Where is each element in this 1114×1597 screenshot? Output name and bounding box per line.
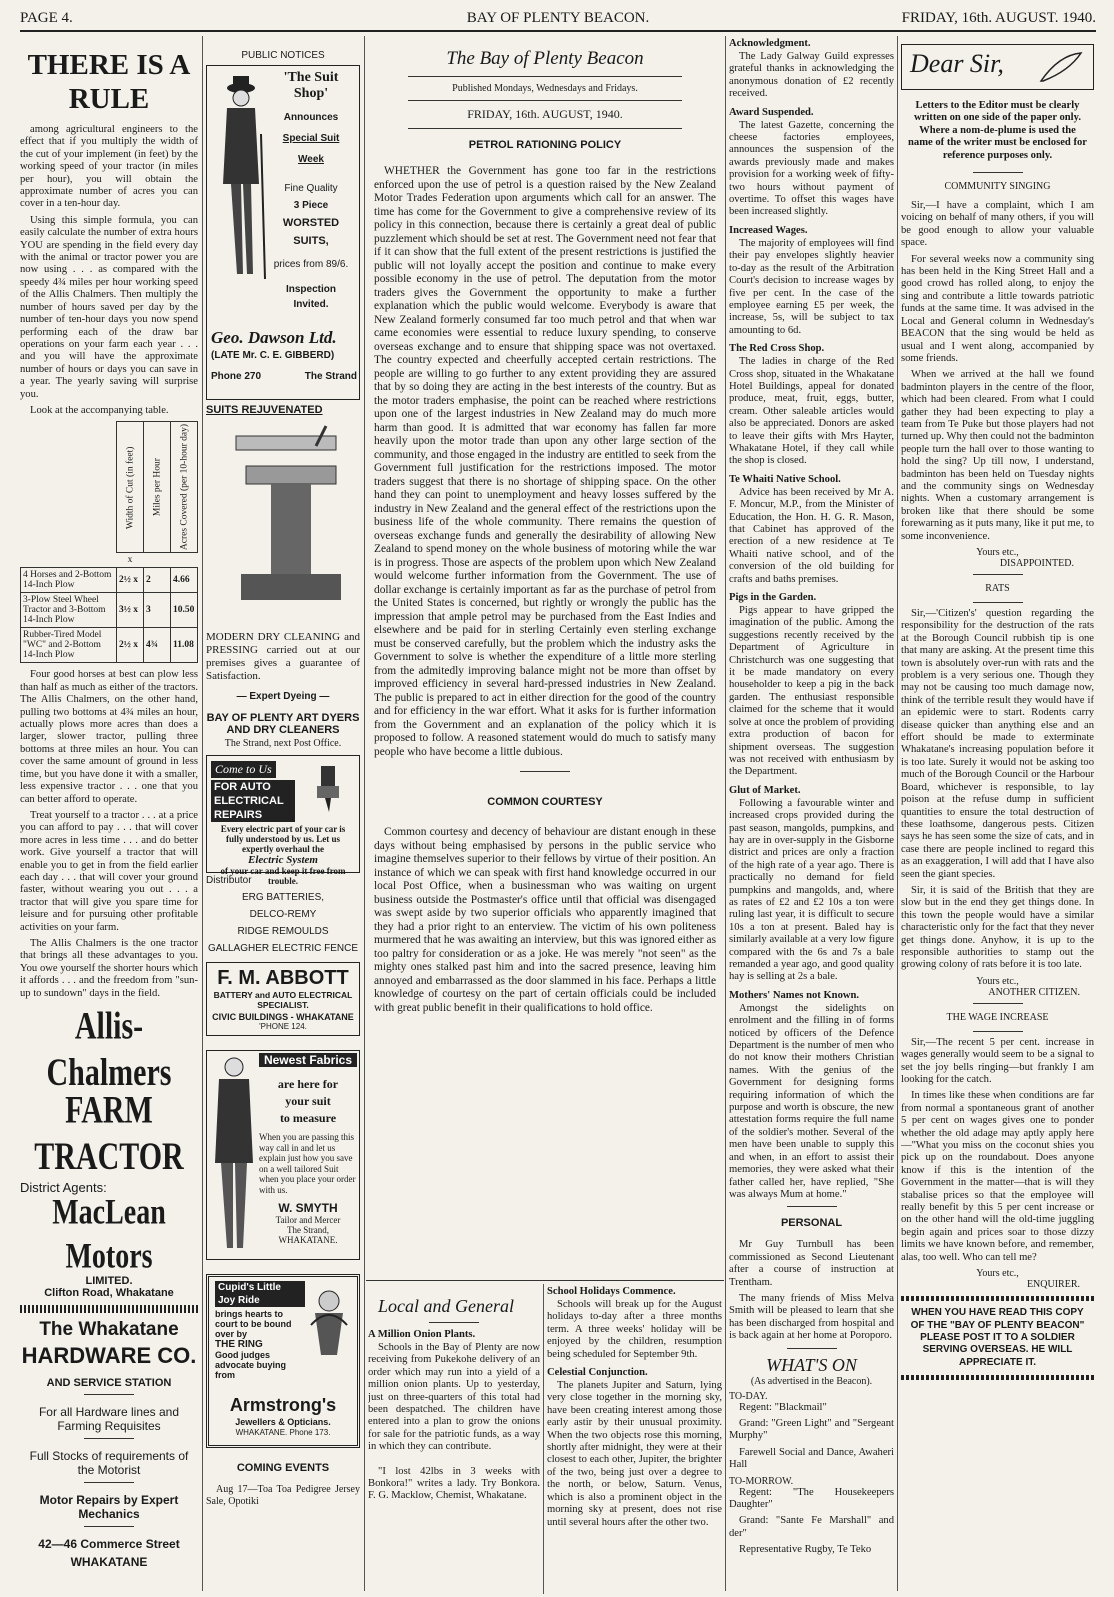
cell-width: 3½ x	[117, 593, 144, 628]
invited-label: Invited.	[293, 299, 329, 310]
dawson-late: (LATE Mr. C. E. GIBBERD)	[211, 350, 335, 361]
worsted-label: WORSTED	[282, 217, 340, 229]
fine-quality-label: Fine Quality	[284, 183, 338, 194]
news-paragraph: Schools in the Bay of Plenty are now receiving from Pukekohe delivery of an order which may run into a yield of a million onion plants. Up to yesterday, just on three-quarters of this total had been despatched. The children have entered into a plan to grow the onions for sale for the patriotic funds, as a way in which they can contribute.	[368, 1342, 540, 1453]
dry-cleaning-text: MODERN DRY CLEANING and PRESSING carried out at our premises gives a guarantee of Satisfaction.	[206, 631, 360, 682]
electric-system-label: Electric System	[248, 854, 318, 866]
editorial-title: PETROL RATIONING POLICY	[468, 139, 622, 151]
whats-on-item: Representative Rugby, Te Teko	[739, 1544, 872, 1556]
article-paragraph: Using this simple formula, you can easily calculate the number of extra hours YOU are spending in the field every day with the animal or tractor power you are now using . . . as compared with the speedy 4¾ miles per hour working speed of the Allis Chalmers. Then multiply the number of hours saved per day by the number of ten-hour days you now spend performing each of the draw bar operations on your farm each year . . . and you will have the approximate number of hours or days you can save in a year. The yearly saving will surprise you.	[20, 214, 198, 400]
letter-signature: ENQUIRER.	[1026, 1279, 1080, 1291]
table-row	[21, 628, 198, 663]
cell-mph: 4¾	[144, 628, 171, 663]
hardware-line: Full Stocks of requirements of the Motorist	[29, 1449, 189, 1477]
three-piece-label: 3 Piece	[293, 200, 329, 211]
letter-paragraph: Sir, it is said of the British that they are slow but in the end they get things done. In this town the people would have a similar characteristic only for the fact that they never get things done. Anyhow, it is up to the responsible authorities to stamp out the growing colony of rats before it is too late.	[901, 884, 1094, 971]
whats-on-item: Grand: "Sante Fe Marshall" and der"	[729, 1515, 894, 1539]
decorative-border	[901, 1296, 1094, 1301]
news-paragraph: The ladies in charge of the Red Cross shop, situated in the Whakatane Hotel Buildings, appeal for donated produce, meat, fruit, eggs, butter, cream. Other saleable articles would also be appreciated. Donors are asked to leave their gifts with Mrs Hayter, Whakatane Hotel, if they call while the shop is closed.	[729, 356, 894, 467]
column-letters	[901, 36, 1094, 1591]
hardware-town: WHAKATANE	[70, 1555, 148, 1569]
prices-label: prices from 89/6.	[273, 259, 349, 270]
local-and-general-title: Local and General	[378, 1296, 514, 1316]
hardware-name-line1: The Whakatane	[39, 1319, 179, 1340]
news-paragraph: Pigs appear to have gripped the imagination of the public. Among the suggestions recently received by the Department of Agriculture in Christchurch was one suggesting that it be made mandatory on every householder to keep a pig in the back garden. The enthusiast responsible claimed for the scheme that it would solve at once the problem of providing extra production of bacon for shipment overseas. The suggestion was not received with enthusiasm by the Department.	[729, 605, 894, 778]
whats-on-tomorrow: TO-MORROW.	[729, 1475, 794, 1487]
editorial-section	[368, 36, 722, 1274]
spark-plug-icon	[303, 762, 353, 816]
cell-acres: 4.66	[171, 568, 198, 593]
come-to-us-label: Come to Us	[211, 761, 276, 778]
farm-tractor-title: FARM TRACTOR	[34, 1088, 184, 1179]
editorial-body: WHETHER the Government has gone too far in the restrictions enforced upon the use of petrol is a question raised by the New Zealand Motor Trades Federation upon arguments which call for an answer. The time has come for the Government to give a comprehensive review of its policy in this connection, because there is certainly a great deal of public puzzlement which should be set at rest. The Government need not fear that if it can show that the full extent of the present restrictions is justified the public will not loyally accept the position and continue to make every possible economy in the use of petrol. The deputation from the motor traders gives the Government the opportunity to make a further explanation which the public would welcome. Everybody is aware that New Zealand formerly consumed far too much petrol and that when war came economies were essential to reduce luxury spending, to conserve overseas exchange and to ensure that shipping space was not overtaxed. The country expected and cheerfully accepted certain restrictions. The people are willing to go further to any extent providing they are assured that by so doing they are acting in the best interests of the country. But as the motor traders emphasise, the point can be reached where restrictions upon one of the largest industries in New Zealand may do much more harm than good. It is admitted that war economy has fallen far more heavily upon the motor trade than upon any other large section of the community, and those engaged in the industry are entitled to seek from the Government full justification for the restrictions imposed. The motor traders suggest that there is no shortage of shipping space. On the other hand they can point to unemployment and heavy losses suffered by the industry in New Zealand and the general effect of the restrictions upon the business life of the whole community. There remains the question of overseas exchange funds and generally the desirability of allowing New Zealand to spend money on the whole business of motoring while the war is in progress. Those are aspects of the problem upon which New Zealand would welcome further information from the Government. The use of dollar exchange is certainly important as far as the purchase of petrol from the United States is concerned, but rightly or wrongly the public has the impression that ample petrol may be purchased from the East Indies and elsewhere and be paid for in sterling Certainly even sterling exchange must be conserved carefully, but the problem which the industry asks the Government to solve is whether the expenditure of a little more sterling from the admitedly improving balance might not be more than offset by improved efficiency in several hard-pressed industries in New Zealand. The public is prepared to act in either direction for the good of the country and for efficiency in the war effort. What it asks for is further information from the Government and an explanation of the policy which it is proposed to follow. A reasoned statement would do much to satisfy many people who have become a little dubious.	[374, 165, 716, 758]
news-paragraph: Advice has been received by Mr A. F. Moncur, M.P., from the Minister of Education, the Hon. H. G. R. Mason, that Cabinet has approved of the erection of a new residence at Te Whaiti native school, and of the conversion of the old building for crafts and baths premises.	[729, 486, 894, 585]
whats-on-item: Regent: "The Housekeepers Daughter"	[729, 1486, 894, 1510]
distributor-label: Distributor	[206, 875, 252, 886]
news-paragraph: The latest Gazette, concerning the cheese factories employees, announces the suspension of the awards previously made and makes provision for a working week of fifty-two hours without payment of overtime. To offset this wages have been increased slightly.	[729, 119, 894, 218]
masthead: The Bay of Plenty Beacon	[446, 48, 644, 69]
suit-shop-title: 'The Suit Shop'	[283, 70, 339, 101]
news-heading: Mothers' Names not Known.	[729, 989, 860, 1001]
letter-heading: THE WAGE INCREASE	[946, 1011, 1049, 1023]
newest-fabrics-ad	[206, 1050, 360, 1260]
editorial-body: Common courtesy and decency of behaviour are distant enough in these days without being emphasised by persons in the public service who imagine themselves superior to their fellows by virtue of their position. An instance of which we can speak with first hand knowledge occurred in our local Post Office, when a businessman who was waiting on urgent business outside the Postmaster's office until that official was disengaged was swept aside by two superior officials who apparently imagined that they had a prior right to an enterview. The victim of his own politeness murmered that he was awaiting an interview, but this was ignored either as too paltry for consideration or as a joke. He was merely "not seen" as the mighty ones stalked past him and into the sacred presence, leaving him annoyed and embarrassed as the door slammed in his face. Perhaps a little knowledge of courtesy on the part of certain officials could be included with great public benefit in their qualifications to hold office.	[374, 826, 716, 1014]
cupid-text: brings hearts to court to be bound over by	[215, 1309, 292, 1339]
column-rule	[543, 1284, 544, 1594]
news-heading: Celestial Conjunction.	[547, 1367, 648, 1379]
hardware-address: 42—46 Commerce Street	[38, 1537, 180, 1551]
editorial-date: FRIDAY, 16th. AUGUST, 1940.	[467, 107, 623, 121]
abbott-specialist: BATTERY and AUTO ELECTRICAL SPECIALIST.	[213, 990, 353, 1010]
row-label: 3-Plow Steel Wheel Tractor and 3-Bottom 14-Inch Plow	[21, 593, 117, 628]
article-paragraph: Four good horses at best can plow less than half as much as either of the tractors. The Allis Chalmers, on the other hand, pulling two bottoms at 4¾ miles an hour, actually plows more acres than does a larger, slower tractor, pulling three bottoms at three miles an hour. You can cover the same amount of ground in less time, but you have done it with a smaller, less expensive tractor . . . one that you can better afford to operate.	[20, 669, 198, 805]
erg-batteries-label: ERG BATTERIES,	[241, 892, 325, 903]
allis-chalmers-brand: Allis-Chalmers	[46, 1004, 172, 1095]
whats-on-heading: WHAT'S ON	[766, 1354, 857, 1375]
column-rule	[725, 36, 726, 1591]
dawson-phone: Phone 270	[211, 371, 262, 382]
letter-paragraph: In times like these when conditions are far from normal a spontaneous grant of another 5 per cent on wages gives one to ponder whether the old adage may aptly apply here—"What you miss on the coconut shies you pick up on the roundabout. Does anyone know if this is the intention of the Government in the matter—that is will they stabalise prices so that the employee will really benefit by this 5 per cent increase or on the other hand will the old-time juggling begin again and prices soar to those dizzy limits we have known before, and remember, alas, too well. Who can tell me?	[901, 1090, 1094, 1263]
news-heading: Te Whaiti Native School.	[729, 473, 841, 485]
local-and-general-col-b	[547, 1286, 722, 1592]
hardware-service-station: AND SERVICE STATION	[46, 1377, 172, 1389]
newest-fabrics-text: When you are passing this way call in and let us explain just how you save on a well tailored Suit when you place your order with us.	[259, 1132, 356, 1195]
issue-date: FRIDAY, 16th. AUGUST. 1940.	[901, 10, 1096, 26]
for-auto-label: FOR AUTO	[211, 780, 295, 794]
electric-system-text: of your car and keep it free from trouble.	[220, 866, 346, 886]
cell-acres: 11.08	[171, 628, 198, 663]
hardware-name-line2: HARDWARE CO.	[21, 1343, 197, 1368]
repairs-label: REPAIRS	[211, 808, 295, 822]
dealer-limited: LIMITED.	[85, 1275, 133, 1287]
week-label: Week	[298, 154, 324, 165]
news-paragraph: The many friends of Miss Melva Smith will be pleased to learn that she has been discharged from hospital and is back again at her home at Poroporo.	[729, 1292, 894, 1342]
quill-icon	[1039, 51, 1083, 83]
page-header	[20, 8, 1096, 32]
abbott-ad	[206, 962, 360, 1036]
local-and-general-col-a	[368, 1286, 540, 1592]
letter-paragraph: For several weeks now a community sing has been held in the King Street Hall and a good crowd has rolled along, to enjoy the sing and contribute a little towards patriotic funds at the same time. It was advised in the Local and General column in Wednesday's BEACON that the sing would be held as usual and I went along, accompanied by some friends.	[901, 253, 1094, 364]
armstrongs-phone: WHAKATANE. Phone 173.	[235, 1428, 331, 1437]
smyth-name: W. SMYTH	[278, 1201, 338, 1215]
suits-rejuvenated-heading: SUITS REJUVENATED	[206, 404, 323, 416]
news-heading: Increased Wages.	[729, 224, 808, 236]
x-mark: x	[127, 555, 133, 566]
news-paragraph: The majority of employees will find their pay envelopes slightly heavier to-day as the result of the Arbitration Court's decision to increase wages by five per cent. In the case of the employee earning £5 per week, the increase, 5s, will be subject to tax amounting to 6d.	[729, 237, 894, 336]
page-number: PAGE 4.	[20, 10, 73, 26]
special-suit-label: Special Suit	[282, 133, 340, 144]
good-judges-text: Good judges advocate buying from	[215, 1350, 287, 1380]
smyth-trade: Tailor and Mercer	[275, 1215, 341, 1225]
dawson-name: Geo. Dawson Ltd.	[211, 328, 337, 347]
armstrongs-ad	[206, 1274, 360, 1448]
letter-paragraph: Sir,—'Citizen's' question regarding the responsibility for the destruction of the rats at the Borough Council rubbish tip is one that many are asking. At the present time this town is absolutely over-run with rats and the problem is a very serious one. Though they may not be causing too much damage now, think of the terrible result they would have if an epidemic were to start. Rodents carry disease quicker than anything else and an effort should be made to exterminate Whakatane's increasing population before it is too late. Surely it would not be asking too much of the Borough Council or the Harbour Board, whichever is responsible, to lay poison at the refuse dump in sufficient quantities to ensure the total destruction of these loathsome, dangerous pests. Citizen says he has seen some the size of cats, and in case there are people inclined to regard this as an exaggeration, I will add that I have also seen the giant species.	[901, 608, 1094, 880]
column-rule	[364, 36, 365, 1591]
dear-sir-title: Dear Sir,	[910, 49, 1004, 78]
smyth-street: The Strand,	[287, 1225, 329, 1235]
are-here-label: are here for	[277, 1077, 339, 1091]
whats-on-item: Farewell Social and Dance, Awaheri Hall	[729, 1446, 894, 1471]
ridge-remoulds-label: RIDGE REMOULDS	[237, 926, 329, 937]
published-days: Published Mondays, Wednesdays and Fridays.	[452, 83, 638, 94]
district-agents-label: District Agents:	[20, 1180, 107, 1195]
dealer-address: Clifton Road, Whakatane	[44, 1287, 174, 1299]
headline-there-is-a-rule: THERE IS A RULE	[27, 49, 191, 115]
decorative-border	[20, 1305, 198, 1313]
news-paragraph: Following a favourable winter and increased crops provided during the past season, mangolds, pumpkins, and hay are in over-supply in the Gisborne district and prices are only a fraction of the high rate of a year ago. There is practically no demand for field pumpkins and mangolds, and, where as rates of £2 and £2 10s a ton were ruling last year, it is difficult to secure 10s a ton at present. Baled hay is similarly available at a very low figure compared with the 6s and 7s a bale remanded a year ago, and good quality hay is selling at 2s a bale.	[729, 797, 894, 983]
column-news-briefs	[729, 36, 894, 1591]
electrical-label: ELECTRICAL	[211, 794, 295, 808]
article-paragraph: among agricultural engineers to the effect that if you multiply the width of the cut of your implement (in feet) by the working speed of your tractor (in miles per hour), you will obtain the approximate number of acres you can cover in a ten-hour day.	[20, 124, 198, 210]
section-divider	[366, 1280, 724, 1281]
news-paragraph: The Lady Galway Guild expresses grateful thanks in acknowledging the anonymous donation of £2 recently received.	[729, 51, 894, 100]
letter-signature: DISAPPOINTED.	[999, 558, 1074, 569]
auto-electrical-text: Every electric part of your car is fully understood by us. Let us expertly overhaul the	[220, 824, 346, 854]
article-paragraph: The Allis Chalmers is the one tractor that brings all these advantages to you. You owe yourself the shorter hours which it affords . . . and the freedom from "sun-up to sundown" days in the field.	[20, 937, 198, 999]
public-notices-heading: PUBLIC NOTICES	[241, 50, 325, 61]
announces-label: Announces	[283, 112, 339, 123]
armstrongs-name: Armstrong's	[229, 1395, 337, 1415]
letter-signoff: Yours etc.,	[976, 975, 1019, 987]
news-heading: Award Suspended.	[729, 106, 814, 118]
letters-rules: Letters to the Editor must be clearly written on one side of the paper only. Where a nom-de-plume is used the name of the writer must be enclosed for reference purposes only.	[908, 100, 1087, 161]
column-public-notices	[206, 36, 360, 1591]
news-heading: Acknowledgment.	[729, 38, 811, 49]
cell-mph: 2	[144, 568, 171, 593]
news-heading: Glut of Market.	[729, 784, 801, 796]
row-label: Rubber-Tired Model "WC" and 2-Bottom 14-Inch Plow	[21, 628, 117, 663]
hardware-line: Motor Repairs by Expert Mechanics	[39, 1493, 179, 1521]
letter-signoff: Yours etc.,	[976, 1268, 1019, 1280]
smyth-town: WHAKATANE.	[278, 1235, 338, 1245]
letter-signature: ANOTHER CITIZEN.	[988, 986, 1080, 998]
inspection-label: Inspection	[285, 284, 336, 295]
article-paragraph: Look at the accompanying table.	[30, 404, 169, 416]
delco-remy-label: DELCO-REMY	[249, 909, 317, 920]
cell-width: 2½ x	[117, 568, 144, 593]
news-paragraph: Amongst the sidelights on enrolment and the filling in of forms noticed by officers of the Defence Department is the number of men who do not know their mothers Christian names. With the genius of the Government for designing forms requiring information of which the purpose and worth is obscure, the new attestation forms require the full name of the soldier's mother. Several of the men have been unable to supply this and when, in an effort to assist their memories, they were asked what their father called her, have replied, "She was always Mum at home."	[729, 1002, 894, 1200]
column-rule	[202, 36, 203, 1591]
article-paragraph: Treat yourself to a tractor . . . at a price you can afford to pay . . . that will cover more acres in less time . . . and do better work. Give yourself a tractor that will enable you to get in from the field earlier each day . . . that will cover your ground faster, without wearing you out . . . a tractor that will give you spare time for leisure and for pursuing other profitable activities on your farm.	[20, 809, 198, 933]
whats-on-today: TO-DAY.	[729, 1390, 768, 1402]
joy-ride-title: Joy Ride	[215, 1294, 305, 1307]
cupid-icon	[307, 1285, 351, 1375]
news-paragraph: The planets Jupiter and Saturn, lying very close together in the morning sky, have been creating interest among those early astir by their unusual proximity. When the two objects rose this morning, shortly after midnight, they were at their closest to each other, Jupiter, the brighter of the two, being just over a degree to the north, or below, Saturn. Venus, which is also a prominent object in the morning sky at present, does not rise until several hours after the other two.	[547, 1380, 722, 1528]
news-paragraph: Schools will break up for the August holidays to-day after a three months term. A three weeks' holiday will be enjoyed by the children, resumption being scheduled for September 9th.	[547, 1299, 722, 1360]
table-header: Miles per Hour	[144, 422, 171, 553]
abbott-name: F. M. ABBOTT	[217, 967, 349, 989]
dawson-strand: The Strand	[304, 371, 357, 382]
column-tractor-ad	[20, 36, 198, 1591]
soldier-notice: WHEN YOU HAVE READ THIS COPY OF THE "BAY OF PLENTY BEACON" PLEASE POST IT TO A SOLDIER SERVING OVERSEAS. HE WILL APPRECIATE IT.	[910, 1307, 1085, 1368]
row-label: 4 Horses and 2-Bottom 14-Inch Plow	[21, 568, 117, 593]
news-heading: A Million Onion Plants.	[368, 1329, 476, 1340]
letter-heading: RATS	[985, 583, 1010, 594]
cupids-title: Cupid's Little	[215, 1281, 305, 1294]
table-header: Width of Cut (in feet)	[117, 422, 144, 553]
art-dyers-name: BAY OF PLENTY ART DYERS AND DRY CLEANERS	[206, 712, 360, 736]
art-dyers-address: The Strand, next Post Office.	[224, 738, 342, 749]
whats-on-item: Grand: "Green Light" and "Sergeant Murphy"	[729, 1417, 894, 1442]
suits-label: SUITS,	[293, 235, 329, 247]
cell-width: 2½ x	[117, 628, 144, 663]
news-paragraph: Mr Guy Turnbull has been commissioned as Second Lieutenant after a course of instruction at Trentham.	[729, 1239, 894, 1288]
letter-paragraph: Sir,—I have a complaint, which I am voicing on behalf of many others, if you will be good enough to allow your valuable space.	[901, 200, 1094, 249]
letter-signoff: Yours etc.,	[976, 547, 1019, 558]
cell-acres: 10.50	[171, 593, 198, 628]
letter-paragraph: Sir,—The recent 5 per cent. increase in wages generally would seem to be a signal to set the joy bells ringing—but frankly I am looking for the catch.	[901, 1036, 1094, 1085]
expert-dyeing-label: — Expert Dyeing —	[236, 691, 330, 702]
news-heading: The Red Cross Shop.	[729, 343, 825, 355]
editorial-title: COMMON COURTESY	[487, 796, 603, 808]
whats-on-subtitle: (As advertised in the Beacon).	[750, 1375, 873, 1387]
to-measure-label: to measure	[279, 1111, 337, 1125]
your-suit-label: your suit	[285, 1094, 331, 1108]
gallagher-fence-label: GALLAGHER ELECTRIC FENCE	[207, 943, 359, 954]
decorative-border	[901, 1375, 1094, 1380]
cell-mph: 3	[144, 593, 171, 628]
armstrongs-trade: Jewellers & Opticians.	[235, 1417, 331, 1427]
abbott-phone: 'PHONE 124.	[259, 1022, 307, 1031]
column-rule	[897, 36, 898, 1591]
gentleman-figure-icon	[213, 74, 269, 284]
newspaper-name: BAY OF PLENTY BEACON.	[466, 10, 650, 26]
letter-paragraph: When we arrived at the hall we found badminton players in the centre of the floor, which had been cleared. From what I could gather they had been expecting to play a team from Te Puke but those players had not turned up. Why then could not the badminton people turn the hall over to those wanting to hold the sing? Up till now, I understand, badminton has been held on Tuesday nights and the community sings on Wednesday nights. When a customary arrangement is broken like that there should be some forewarning as it puts many, like it put me, to some inconvenience.	[901, 369, 1094, 542]
suit-shop-ad	[206, 65, 360, 400]
abbott-address: CIVIC BUILDINGS - WHAKATANE	[212, 1012, 354, 1022]
table-row	[21, 593, 198, 628]
letter-heading: COMMUNITY SINGING	[944, 181, 1051, 193]
tractor-comparison-table	[20, 421, 198, 663]
news-paragraph: "I lost 42lbs in 3 weeks with Bonkora!" writes a lady. Try Bonkora. F. G. Macklow, Chemist, Whakatane.	[368, 1465, 540, 1502]
tailored-man-icon	[209, 1053, 259, 1253]
coming-events-heading: COMING EVENTS	[236, 1462, 330, 1474]
dealer-name: MacLean Motors	[52, 1192, 166, 1277]
whats-on-item: Regent: "Blackmail"	[739, 1401, 827, 1413]
press-machine-icon	[206, 416, 360, 626]
newest-fabrics-title: Newest Fabrics	[259, 1053, 357, 1067]
table-header: Acres Covered (per 10-hour day)	[171, 422, 198, 553]
personal-heading: PERSONAL	[780, 1217, 843, 1230]
hardware-line: For all Hardware lines and Farming Requisites	[38, 1405, 180, 1433]
table-row	[21, 568, 198, 593]
the-ring-label: THE RING	[215, 1339, 263, 1350]
dear-sir-banner	[901, 44, 1094, 90]
news-heading: School Holidays Commence.	[547, 1286, 676, 1297]
news-heading: Pigs in the Garden.	[729, 592, 817, 604]
coming-event-item: Aug 17—Toa Toa Pedigree Jersey Sale, Opotiki	[206, 1484, 360, 1508]
